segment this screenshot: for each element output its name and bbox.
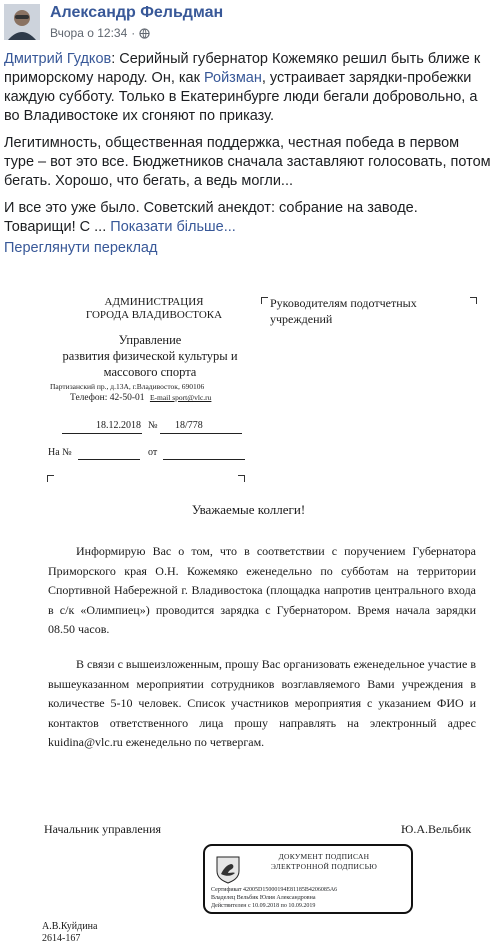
stamp-line-2: ЭЛЕКТРОННОЙ ПОДПИСЬЮ	[270, 862, 378, 871]
e-signature-stamp	[203, 844, 413, 914]
stamp-title	[249, 852, 399, 872]
dept-line-2: развития физической культуры и	[62, 349, 238, 363]
stamp-cert: Сертификат 42005D15000194E81185B4206085A6	[211, 887, 338, 893]
stamp-details	[211, 886, 405, 910]
ot-label: от	[148, 447, 158, 458]
see-translation-link[interactable]: Переглянути переклад	[4, 240, 158, 256]
doc-date: 18.12.2018	[96, 420, 141, 431]
corner-mark	[470, 297, 477, 304]
post-text-part: И все это уже было. Советский анекдот: собрание на заводе. Товарищи! С ...	[4, 200, 418, 235]
post-paragraph-2: Легитимность, общественная поддержка, честная победа в первом туре – вот это все. Бюджетников сначала заставляют голосовать, потом бегать. Хорошо, что бегать, а ведь могли...	[4, 135, 491, 189]
stamp-owner: Владелец Вельбик Юлия Александровна	[211, 895, 316, 901]
body-paragraph-2: В связи с вышеизложенным, прошу Вас организовать еженедельное участие в вышеуказанном мероприятии сотрудников возглавляемого Вами учреждения в количестве 5-10 человек. Список участников мероприятия с указанием ФИО и контактов ответственного лица прошу направлять на электронный адрес kuidina@vlc.ru еженедельно по четвергам.	[48, 657, 476, 749]
org-line-1: АДМИНИСТРАЦИЯ	[104, 296, 204, 308]
signer-name: Ю.А.Вельбик	[401, 822, 472, 836]
see-more-link[interactable]: Показати більше...	[110, 219, 236, 235]
doc-number: 18/778	[175, 420, 203, 431]
avatar[interactable]	[4, 4, 40, 40]
org-line-2: ГОРОДА ВЛАДИВОСТОКА	[85, 309, 223, 321]
phone-line	[70, 393, 211, 403]
author-name[interactable]: Александр Фельдман	[50, 4, 224, 21]
dept-line-1: Управление	[118, 333, 182, 347]
corner-mark	[238, 475, 245, 482]
mention-roizman[interactable]: Ройзман	[203, 70, 262, 86]
body-paragraph-1: Информирую Вас о том, что в соответствии с поручением Губернатора Приморского края О.Н. Кожемяко еженедельно по субботам на территории Спортивной Набережной г. Владивостока (площадка напротив центрального входа в с/к «Олимпиец») проводится зарядка с Губернатором. Время начала зарядки 08.50 часов.	[48, 544, 476, 636]
coat-of-arms-icon	[213, 854, 243, 884]
executor-name: А.В.Куйдина	[42, 921, 98, 932]
email: E-mail sport@vlc.ru	[149, 393, 212, 402]
post-text-part: , устраивает зарядки-пробежки каждую субботу. Только в Екатеринбурге люди бегали добровольно, а во Владивостоке их сгоняют по приказу.	[4, 70, 478, 124]
greeting: Уважаемые коллеги!	[191, 502, 306, 517]
recipient-line-1: Руководителям подотчетных	[270, 296, 417, 310]
post-time[interactable]: Вчора о 12:34	[50, 26, 128, 40]
post-paragraph-1	[4, 50, 492, 126]
address: Партизанский пр., д.13А, г.Владивосток, 690106	[50, 382, 205, 391]
letterhead-org	[74, 296, 234, 322]
post-text-part: : Серийный губернатор Кожемяко решил быть ближе к приморскому народу. Он, как	[4, 51, 481, 86]
executor	[42, 921, 97, 945]
recipient-line-2: учреждений	[270, 312, 333, 326]
number-underline	[160, 433, 242, 434]
mention-gudkov[interactable]: Дмитрий Гудков	[4, 51, 112, 67]
corner-mark	[47, 475, 54, 482]
stamp-line-1: ДОКУМЕНТ ПОДПИСАН	[278, 852, 370, 861]
corner-mark	[261, 297, 268, 304]
post-meta	[50, 26, 150, 40]
ot-underline	[163, 459, 245, 460]
globe-icon[interactable]	[139, 28, 150, 39]
post-header	[0, 0, 497, 44]
date-underline	[62, 433, 142, 434]
post-body	[4, 50, 492, 258]
meta-separator: ·	[131, 26, 136, 40]
dept-line-3: массового спорта	[103, 365, 197, 379]
signer-title: Начальник управления	[44, 822, 162, 836]
phone: Телефон: 42-50-01	[70, 393, 145, 403]
number-sign: №	[148, 420, 158, 431]
na-underline	[78, 459, 140, 460]
post-paragraph-3	[4, 199, 492, 237]
letterhead-dept	[50, 332, 250, 380]
executor-phone: 2614-167	[42, 933, 81, 944]
na-label: На №	[48, 447, 72, 458]
recipient	[270, 295, 417, 327]
stamp-valid: Действителен с 10.09.2018 по 10.09.2019	[211, 903, 316, 909]
